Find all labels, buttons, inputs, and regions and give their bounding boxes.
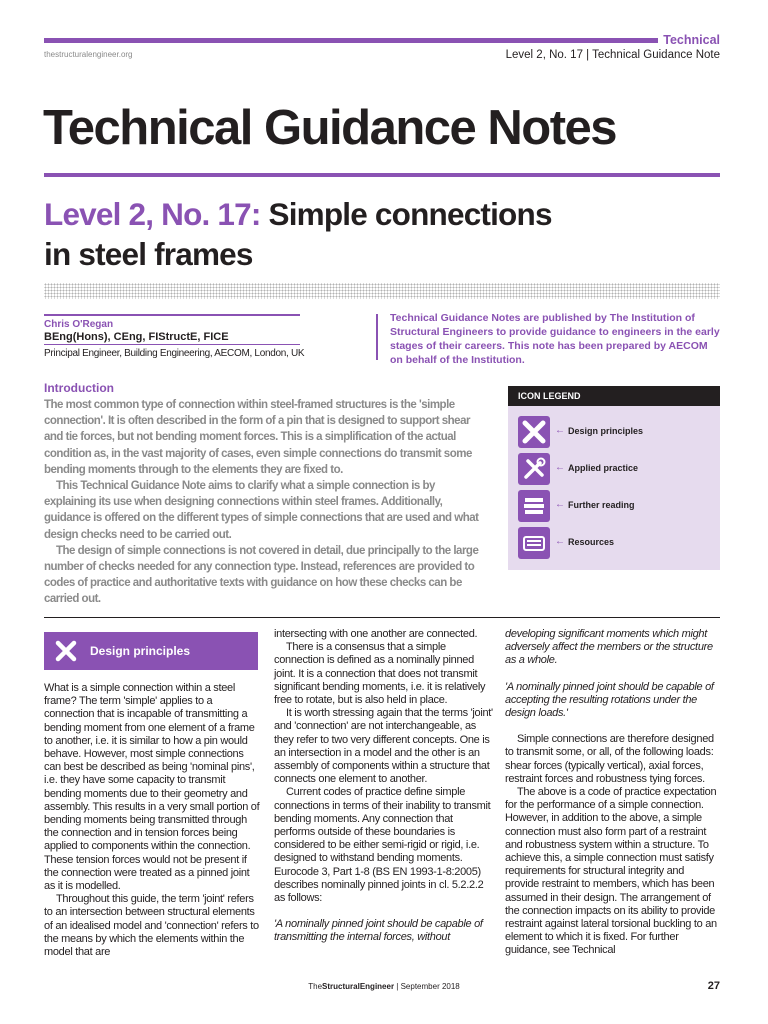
section-tag: Technical: [663, 33, 720, 47]
arrow-left-icon: ←: [555, 462, 565, 473]
article-number: Level 2, No. 17:: [44, 196, 261, 232]
arrow-left-icon: ←: [555, 425, 565, 436]
author-name: Chris O'Regan: [44, 319, 114, 330]
intro-paragraph: The most common type of connection within steel-framed structures is the 'simple connection'. It is often described in the form of a pin that is designed to support shear and tie forces, but not bending moment forces. This is a simplification of the actual condition as, in the vast majority of cases, even simple connections do transmit some bending moments through to the elements they are fixed to.: [44, 399, 472, 476]
legend-label: Applied practice: [568, 463, 639, 473]
body-paragraph: Simple connections are therefore designed to transmit some, or all, of the following loads: shear forces (typically vertical), axial forces, restraint forces and robustness tying forces.: [505, 733, 714, 785]
further-reading-icon: [518, 490, 550, 522]
body-paragraph: Current codes of practice define simple connections in terms of their inability to transmit bending moments. Any connection that performs outside of these boundaries is considered to be either semi-rigid or rigid, i.e. designed to withstand bending moments. Eurocode 3, Part 1-8 (BS EN 1993-1-8:2005) describes nominally pinned joints in cl. 5.2.2.2 as follows:: [274, 786, 491, 905]
legend-item-applied-practice: [518, 453, 718, 485]
applied-practice-icon: [518, 453, 550, 485]
author-role: Principal Engineer, Building Engineering, AECOM, London, UK: [44, 348, 305, 359]
legend-item-design-principles: [518, 416, 718, 448]
code-quote: 'A nominally pinned joint should be capable of transmitting the internal forces, without: [274, 918, 483, 944]
header-rule: [44, 38, 658, 43]
body-paragraph: What is a simple connection within a steel frame? The term 'simple' applies to a connection that is incapable of transmitting a bending moment from one element of a frame to another, i.e. it is similar to how a pin would behave. However, most simple connections can best be described as being 'nominal pins', i.e. they have some capacity to transmit bending moments due to their geometry and assembly. This results in a very small portion of bending moments being transmitted through the connection and in tension forces being applied to components within the connection. These tension forces would not be present if the connection were treated as a pinned joint as it is modelled.: [44, 682, 260, 893]
body-column-3: [505, 628, 720, 958]
site-url: thestructuralengineer.org: [44, 50, 133, 59]
magazine-the: The: [308, 982, 323, 991]
body-paragraph: It is worth stressing again that the terms 'joint' and 'connection' are not interchangeable, as they refer to two very different concepts. One is an intersection in a model and the other is an assembly of components within a structure that connects one element to another.: [274, 707, 493, 786]
author-rule-2: [44, 344, 300, 345]
arrow-left-icon: ←: [555, 499, 565, 510]
article-title: [44, 194, 552, 274]
issue-date: | September 2018: [396, 982, 460, 991]
icon-legend-heading: ICON LEGEND: [508, 386, 720, 406]
magazine-name: StructuralEngineer: [322, 982, 395, 991]
design-principles-heading: Design principles: [90, 644, 191, 658]
article-title-line2: in steel frames: [44, 236, 253, 272]
design-principles-icon: [518, 416, 550, 448]
section-divider: [44, 617, 720, 618]
author-qualifications: BEng(Hons), CEng, FIStructE, FICE: [44, 331, 229, 343]
resources-icon: [518, 527, 550, 559]
body-paragraph: Throughout this guide, the term 'joint' refers to an intersection between structural elements of an idealised model and 'connection' refers to the means by which the elements within the model that are: [44, 893, 259, 959]
title-rule: [44, 173, 720, 177]
code-quote: developing significant moments which might adversely affect the members or the structure as a whole.: [505, 628, 713, 667]
body-paragraph: intersecting with one another are connected.: [274, 628, 478, 640]
series-label: Level 2, No. 17 | Technical Guidance Note: [505, 49, 720, 61]
publisher-note-bar: [376, 314, 378, 360]
body-paragraph: There is a consensus that a simple connection is defined as a nominally pinned joint. It is a connection that does not transmit significant bending moments, i.e. it is relatively free to rotate, but is also held in place.: [274, 641, 486, 707]
design-principles-banner: [44, 632, 258, 670]
intro-heading: Introduction: [44, 381, 114, 395]
icon-legend: [508, 386, 720, 570]
design-principles-icon: [54, 639, 78, 663]
author-rule: [44, 314, 300, 316]
page-title: Technical Guidance Notes: [43, 101, 617, 155]
arrow-left-icon: ←: [555, 536, 565, 547]
dotted-divider: [44, 283, 720, 299]
body-paragraph: The above is a code of practice expectation for the performance of a simple connection. However, in addition to the above, a simple connection must also form part of a restraint and robustness system within a structure. To achieve this, a simple connection must satisfy requirements for structural integrity and provide restraint to members, which has been assumed in their design. The arrangement of the connection impacts on its ability to provide restraint against lateral torsional buckling to an element to which it is fixed. For further guidance, see Technical: [505, 786, 717, 957]
article-title-main: Simple connections: [268, 196, 552, 232]
code-quote: 'A nominally pinned joint should be capable of accepting the resulting rotations under the design loads.': [505, 680, 714, 720]
intro-paragraph: The design of simple connections is not covered in detail, due principally to the large number of checks needed for any connection type. Instead, references are provided to codes of practice and authoritative texts with guidance on how these checks can be carried out.: [44, 544, 479, 606]
intro-paragraph: This Technical Guidance Note aims to clarify what a simple connection is by explaining its use when designing connections within steel frames. Additionally, guidance is offered on the different types of simple connections that are used and what design checks need to be carried out.: [44, 480, 479, 541]
intro-text: [44, 397, 484, 608]
legend-label: Further reading: [568, 500, 635, 510]
body-column-2: [274, 628, 494, 945]
page-number: 27: [707, 980, 720, 992]
legend-item-resources: [518, 527, 718, 559]
legend-label: Resources: [568, 537, 615, 547]
legend-item-further-reading: [518, 490, 718, 522]
legend-label: Design principles: [568, 426, 644, 436]
footer: [0, 982, 768, 991]
publisher-note: Technical Guidance Notes are published by The Institution of Structural Engineers to provide guidance to engineers in the early stages of their careers. This note has been prepared by AECOM on behalf of the Institution.: [390, 312, 720, 366]
body-column-1: [44, 682, 262, 959]
